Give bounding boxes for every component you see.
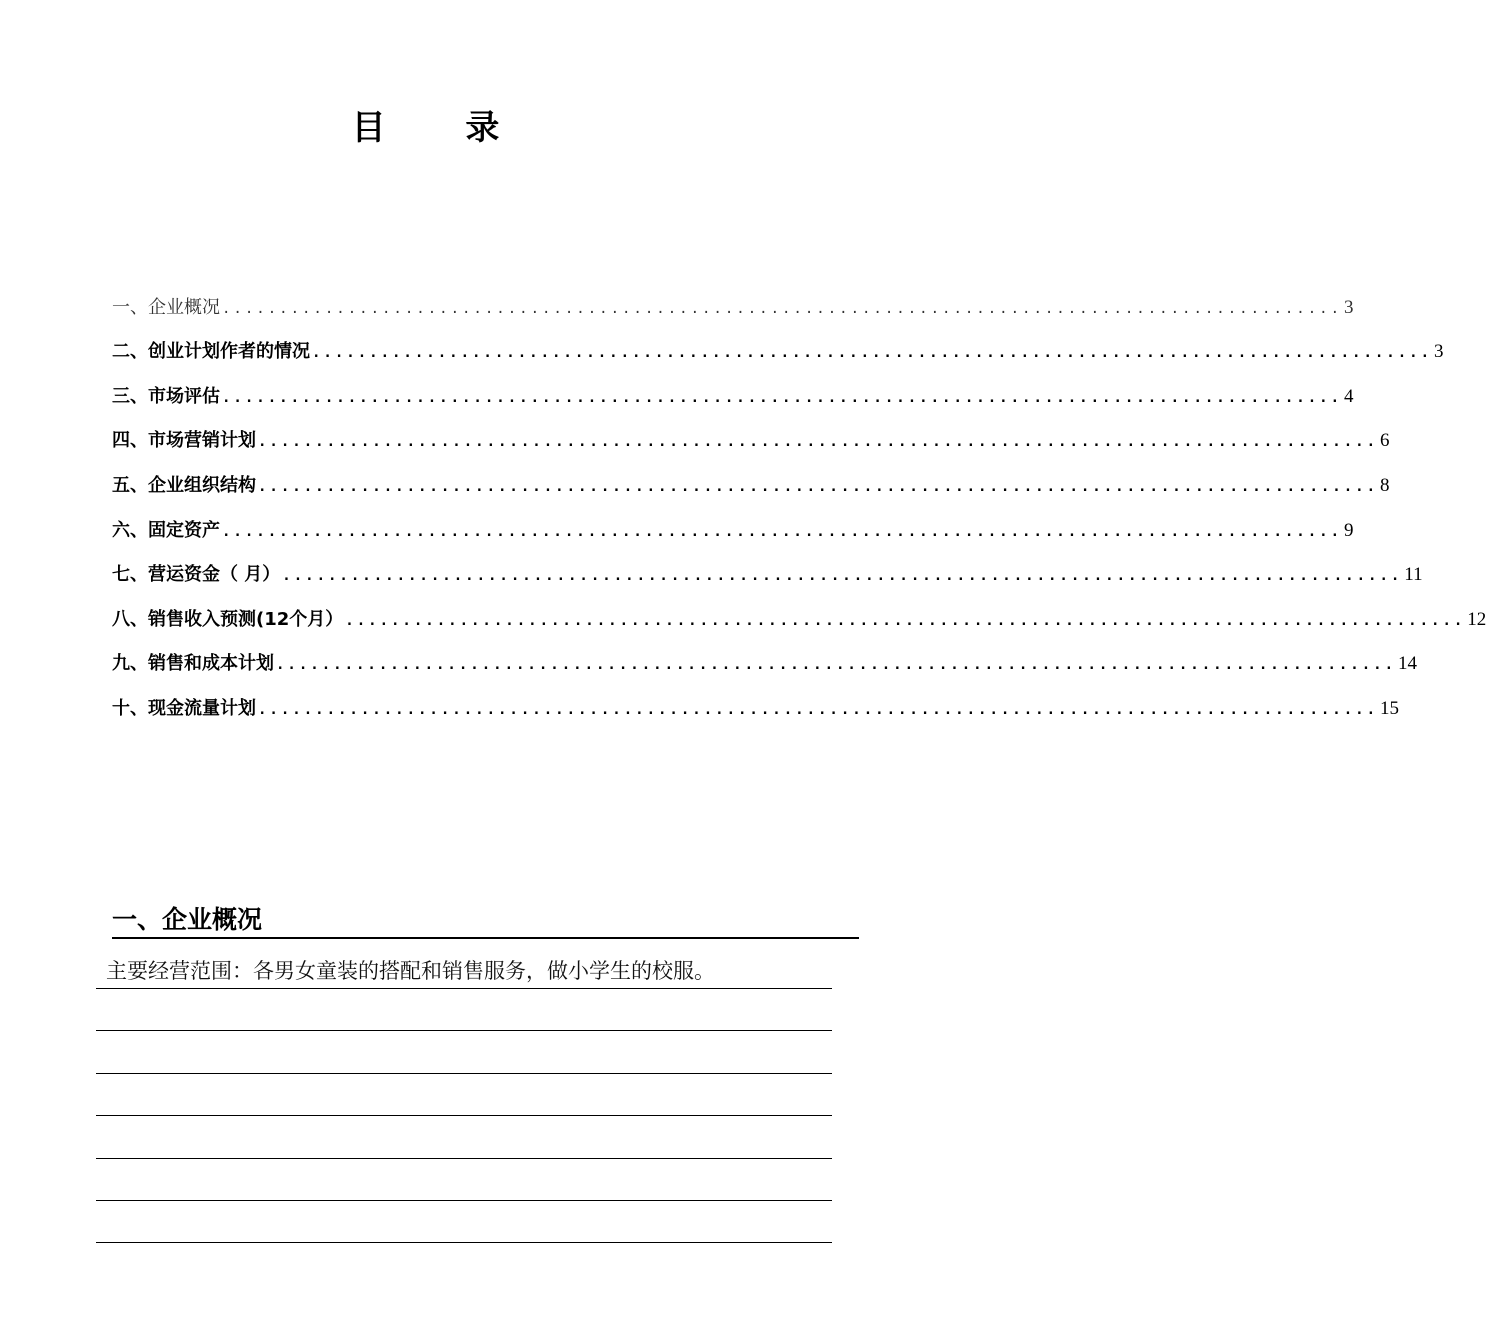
toc-entry[interactable] — [112, 319, 1444, 364]
toc-title: 目 录 — [351, 108, 534, 148]
toc-entry-label: 八、销售收入预测(12个月） — [112, 608, 344, 630]
toc-entry-label: 四、市场营销计划 — [112, 430, 256, 452]
toc-entry-page: 8 — [1380, 474, 1390, 496]
toc-entry-page: 9 — [1344, 519, 1354, 541]
toc-entry[interactable] — [112, 675, 1400, 720]
toc-dot-leader: .................................................................................................. — [312, 345, 1433, 362]
toc-entry-page: 12 — [1467, 608, 1486, 630]
toc-entry-page: 6 — [1380, 430, 1390, 452]
toc-entry-label: 三、市场评估 — [112, 385, 220, 407]
toc-entry-label: 一、企业概况 — [112, 296, 220, 318]
writing-line — [96, 1200, 832, 1201]
writing-line — [96, 1158, 832, 1159]
toc-entry[interactable] — [112, 452, 1390, 497]
toc-entry[interactable] — [112, 497, 1354, 542]
writing-line — [96, 1073, 832, 1074]
toc-entry[interactable] — [112, 542, 1423, 587]
toc-entry-page: 15 — [1380, 697, 1400, 719]
toc-dot-leader: .................................................................................................. — [258, 478, 1379, 495]
toc-entry[interactable] — [112, 363, 1354, 408]
toc-entry-page: 3 — [1344, 296, 1354, 318]
toc-entry[interactable] — [112, 274, 1354, 319]
toc-dot-leader: .................................................................................................. — [258, 701, 1379, 718]
table-of-contents — [112, 274, 1486, 720]
toc-entry-label: 六、固定资产 — [112, 519, 220, 541]
toc-dot-leader: .................................................................................................. — [222, 523, 1343, 540]
toc-entry[interactable] — [112, 586, 1486, 631]
toc-entry-page: 3 — [1434, 341, 1444, 363]
section-heading: 一、企业概况 — [112, 903, 859, 939]
toc-entry[interactable] — [112, 631, 1418, 676]
toc-entry-label: 二、创业计划作者的情况 — [112, 341, 310, 363]
toc-entry-label: 五、企业组织结构 — [112, 474, 256, 496]
toc-dot-leader: .................................................................................................. — [222, 389, 1343, 406]
business-scope-text: 主要经营范围：各男女童装的搭配和销售服务，做小学生的校服。 — [106, 959, 715, 983]
writing-line — [96, 1115, 832, 1116]
writing-line — [96, 1242, 832, 1243]
toc-dot-leader: .................................................................................................. — [258, 434, 1379, 451]
toc-dot-leader: .................................................................................................. — [222, 300, 1343, 317]
toc-dot-leader: .................................................................................................. — [282, 568, 1403, 585]
toc-entry-page: 11 — [1404, 564, 1423, 586]
toc-dot-leader: .................................................................................................. — [345, 612, 1466, 629]
writing-line — [96, 988, 832, 989]
toc-entry-label: 七、营运资金（ 月） — [112, 564, 281, 586]
toc-entry-label: 十、现金流量计划 — [112, 697, 256, 719]
toc-entry-page: 4 — [1344, 385, 1354, 407]
toc-entry[interactable] — [112, 408, 1390, 453]
toc-entry-page: 14 — [1398, 653, 1418, 675]
writing-line — [96, 1030, 832, 1031]
toc-dot-leader: .................................................................................................. — [276, 657, 1397, 674]
toc-entry-label: 九、销售和成本计划 — [112, 653, 274, 675]
